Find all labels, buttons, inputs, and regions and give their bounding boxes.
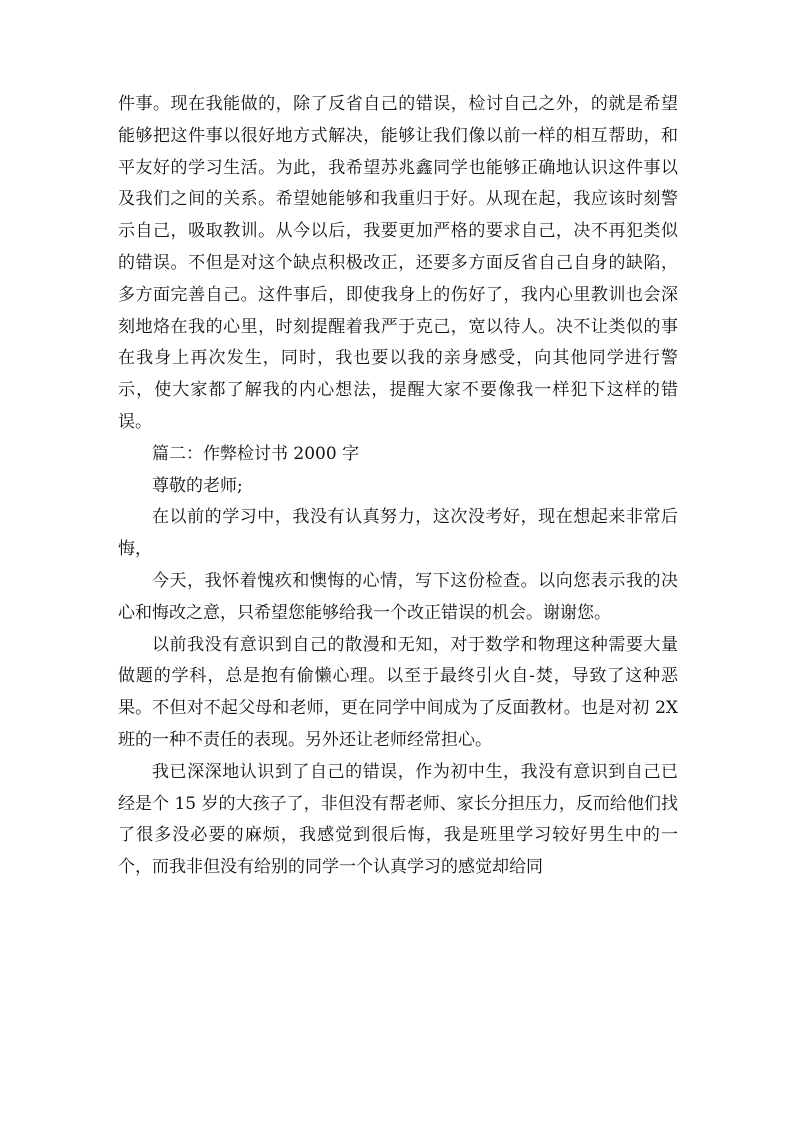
- salutation: 尊敬的老师;: [152, 475, 243, 496]
- paragraph-continuation: 件事。现在我能做的，除了反省自己的错误，检讨自己之外，的就是希望能够把这件事以很好地方式解决，能够让我们像以前一样的相互帮助，和平友好的学习生活。为此，我希望苏兆鑫同学也能够正确地认识这件事以及我们之间的关系。希望她能够和我重归于好。从现在起，我应该时刻警示自己，吸取教训。从今以后，我要更加严格的要求自己，决不再犯类似的错误。不但是对这个缺点积极改正，还要多方面反省自己自身的缺陷，多方面完善自己。这件事后，即使我身上的伤好了，我内心里教训也会深刻地烙在我的心里，时刻提醒着我严于克己，宽以待人。决不让类似的事在我身上再次发生，同时，我也要以我的亲身感受，向其他同学进行警示，使大家都了解我的内心想法，提醒大家不要像我一样犯下这样的错误。: [118, 94, 678, 432]
- paragraph: 在以前的学习中，我没有认真努力，这次没考好，现在想起来非常后悔，: [118, 507, 678, 560]
- section-heading: 篇二：作弊检讨书 2000 字: [152, 443, 360, 464]
- paragraph: 我已深深地认识到了自己的错误，作为初中生，我没有意识到自己已经是个 15 岁的大孩子了，非但没有帮老师、家长分担压力，反而给他们找了很多没必要的麻烦，我感觉到很后悔，我是班里学习较好男生中的一个，而我非但没有给别的同学一个认真学习的感觉却给同: [118, 761, 678, 878]
- paragraph: 今天，我怀着愧疚和懊悔的心情，写下这份检查。以向您表示我的决心和悔改之意，只希望您能够给我一个改正错误的机会。谢谢您。: [118, 570, 678, 623]
- paragraph: 以前我没有意识到自己的散漫和无知，对于数学和物理这种需要大量做题的学科，总是抱有偷懒心理。以至于最终引火自-焚，导致了这种恶果。不但对不起父母和老师，更在同学中间成为了反面教材。也是对初 2X 班的一种不责任的表现。另外还让老师经常担心。: [118, 634, 678, 750]
- document-body: [118, 89, 678, 884]
